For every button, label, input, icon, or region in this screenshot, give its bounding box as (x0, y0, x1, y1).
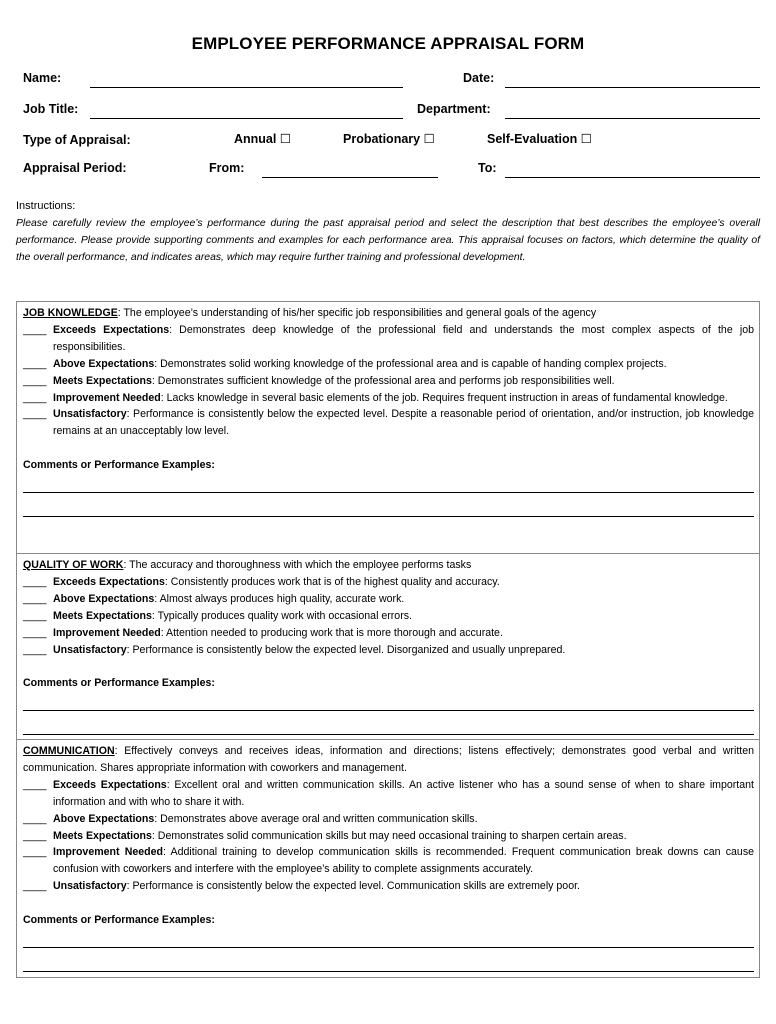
rating-label: Improvement Needed (53, 846, 163, 859)
rating-blank[interactable]: ____ (23, 592, 47, 605)
rating-text: : Attention needed to producing work that is more thorough and accurate. (160, 626, 503, 639)
rating-blank[interactable]: ____ (23, 778, 47, 791)
section-header (23, 557, 754, 574)
rating-label: Above Expectations (53, 592, 155, 605)
rating-text: : Typically produces quality work with occasional errors. (151, 609, 412, 622)
rating-text: : Demonstrates above average oral and written communication skills. (154, 812, 478, 825)
section-title: QUALITY OF WORK (23, 559, 124, 571)
rating-text: : Demonstrates deep knowledge of the professional field and understands the most complex aspects of the job responsibilities. (53, 323, 754, 353)
rating-text: : Demonstrates solid working knowledge of the professional area and is capable of handing complex projects. (154, 357, 667, 370)
job-title-field[interactable] (90, 118, 403, 119)
rating-label: Exceeds Expectations (53, 323, 170, 336)
rating-option-exceeds[interactable] (23, 574, 754, 591)
name-field[interactable] (90, 87, 403, 88)
rating-text: : Demonstrates solid communication skills but may need occasional training to sharpen certain areas. (151, 829, 627, 842)
from-date-field[interactable] (262, 177, 438, 178)
date-label: Date: (463, 71, 495, 85)
section-title: COMMUNICATION (23, 745, 115, 757)
name-label: Name: (23, 71, 62, 85)
section-quality-of-work (16, 554, 760, 740)
section-description: : The accuracy and thoroughness with which the employee performs tasks (123, 559, 472, 571)
section-communication (16, 740, 760, 977)
rating-blank[interactable]: ____ (23, 643, 47, 656)
rating-text: : Almost always produces high quality, accurate work. (154, 592, 405, 605)
rating-text: : Consistently produces work that is of the highest quality and accuracy. (164, 575, 500, 588)
rating-option-improvement[interactable] (23, 390, 754, 407)
rating-blank[interactable]: ____ (23, 609, 47, 622)
rating-label: Exceeds Expectations (53, 778, 167, 791)
rating-text: : Demonstrates sufficient knowledge of the professional area and performs job responsibilities well. (151, 374, 615, 387)
rating-label: Unsatisfactory (53, 880, 127, 893)
comments-line[interactable] (23, 953, 754, 977)
rating-option-unsatisfactory[interactable] (23, 878, 754, 895)
rating-option-above[interactable] (23, 356, 754, 373)
appraisal-period-label: Appraisal Period: (23, 161, 127, 175)
rating-blank[interactable]: ____ (23, 880, 47, 893)
rating-label: Meets Expectations (53, 829, 152, 842)
rating-text: : Performance is consistently below the expected level. Communication skills are extremely poor. (126, 880, 580, 893)
rating-blank[interactable]: ____ (23, 575, 47, 588)
comments-line[interactable] (23, 929, 754, 953)
form-title: EMPLOYEE PERFORMANCE APPRAISAL FORM (191, 34, 585, 53)
rating-label: Above Expectations (53, 357, 155, 370)
comments-line[interactable] (23, 474, 754, 498)
rating-blank[interactable]: ____ (23, 408, 47, 421)
comments-label: Comments or Performance Examples: (23, 914, 215, 927)
rating-option-above[interactable] (23, 811, 754, 828)
rating-blank[interactable]: ____ (23, 391, 47, 404)
from-label: From: (209, 161, 245, 175)
section-description: : The employee’s understanding of his/her specific job responsibilities and general goals of the agency (117, 307, 597, 319)
rating-option-above[interactable] (23, 591, 754, 608)
rating-text: : Performance is consistently below the expected level. Disorganized and usually unprepared. (126, 643, 566, 656)
rating-option-improvement[interactable] (23, 625, 754, 642)
department-field[interactable] (505, 118, 760, 119)
annual-checkbox[interactable]: Annual ☐ (234, 132, 292, 146)
rating-option-meets[interactable] (23, 373, 754, 390)
to-date-field[interactable] (505, 177, 760, 178)
rating-text: : Performance is consistently below the expected level. Despite a reasonable period of orientation, and/or instruction, job knowledge remains at an unacceptably low level. (53, 408, 754, 438)
rating-label: Unsatisfactory (53, 643, 127, 656)
self-evaluation-checkbox[interactable]: Self-Evaluation ☐ (487, 132, 592, 146)
section-description: : Effectively conveys and receives ideas, information and directions; listens effectively; demonstrates good verbal and written communication. Shares appropriate information with coworkers and management. (23, 745, 754, 774)
rating-label: Above Expectations (53, 812, 155, 825)
rating-option-meets[interactable] (23, 608, 754, 625)
rating-label: Improvement Needed (53, 626, 161, 639)
rating-label: Meets Expectations (53, 374, 152, 387)
comments-line[interactable] (23, 498, 754, 522)
rating-text: : Excellent oral and written communication skills. An active listener who has a sound sense of when to share important information and with who to share it with. (53, 778, 754, 808)
rating-label: Unsatisfactory (53, 408, 127, 421)
section-header (23, 743, 754, 777)
section-header (23, 305, 754, 322)
rating-label: Improvement Needed (53, 391, 161, 404)
section-title: JOB KNOWLEDGE (23, 307, 118, 319)
instructions-heading: Instructions: (16, 200, 76, 212)
rating-blank[interactable]: ____ (23, 374, 47, 387)
probationary-checkbox[interactable]: Probationary ☐ (343, 132, 435, 146)
to-label: To: (478, 161, 497, 175)
rating-option-improvement[interactable] (23, 844, 754, 878)
date-field[interactable] (505, 87, 760, 88)
rating-option-meets[interactable] (23, 828, 754, 845)
rating-text: : Lacks knowledge in several basic elements of the job. Requires frequent instruction in areas of fundamental knowledge. (160, 391, 728, 404)
rating-label: Meets Expectations (53, 609, 152, 622)
rating-option-unsatisfactory[interactable] (23, 406, 754, 440)
instructions-text: Please carefully review the employee’s performance during the past appraisal period and select the description that best describes the employee’s overall performance. Please provide supporting comments and examples for each performance area. This appraisal focuses on factors, which determine the quality of the overall performance, and indicates areas, which may require further training and professional development. (16, 218, 760, 263)
rating-blank[interactable]: ____ (23, 846, 47, 859)
comments-label: Comments or Performance Examples: (23, 459, 215, 472)
comments-line[interactable] (23, 692, 754, 716)
rating-blank[interactable]: ____ (23, 357, 47, 370)
rating-blank[interactable]: ____ (23, 829, 47, 842)
section-job-knowledge (16, 302, 760, 522)
type-of-appraisal-label: Type of Appraisal: (23, 133, 131, 147)
rating-text: : Additional training to develop communication skills is recommended. Frequent communication break downs can cause confusion with coworkers and interfere with the employee’s ability to complete assignments accurately. (53, 846, 755, 876)
rating-label: Exceeds Expectations (53, 575, 165, 588)
rating-blank[interactable]: ____ (23, 812, 47, 825)
comments-label: Comments or Performance Examples: (23, 677, 215, 690)
job-title-label: Job Title: (23, 102, 79, 116)
comments-line[interactable] (23, 716, 754, 740)
rating-blank[interactable]: ____ (23, 323, 47, 336)
rating-option-exceeds[interactable] (23, 322, 754, 356)
rating-blank[interactable]: ____ (23, 626, 47, 639)
department-label: Department: (417, 102, 491, 116)
rating-option-unsatisfactory[interactable] (23, 642, 754, 659)
rating-option-exceeds[interactable] (23, 777, 754, 811)
